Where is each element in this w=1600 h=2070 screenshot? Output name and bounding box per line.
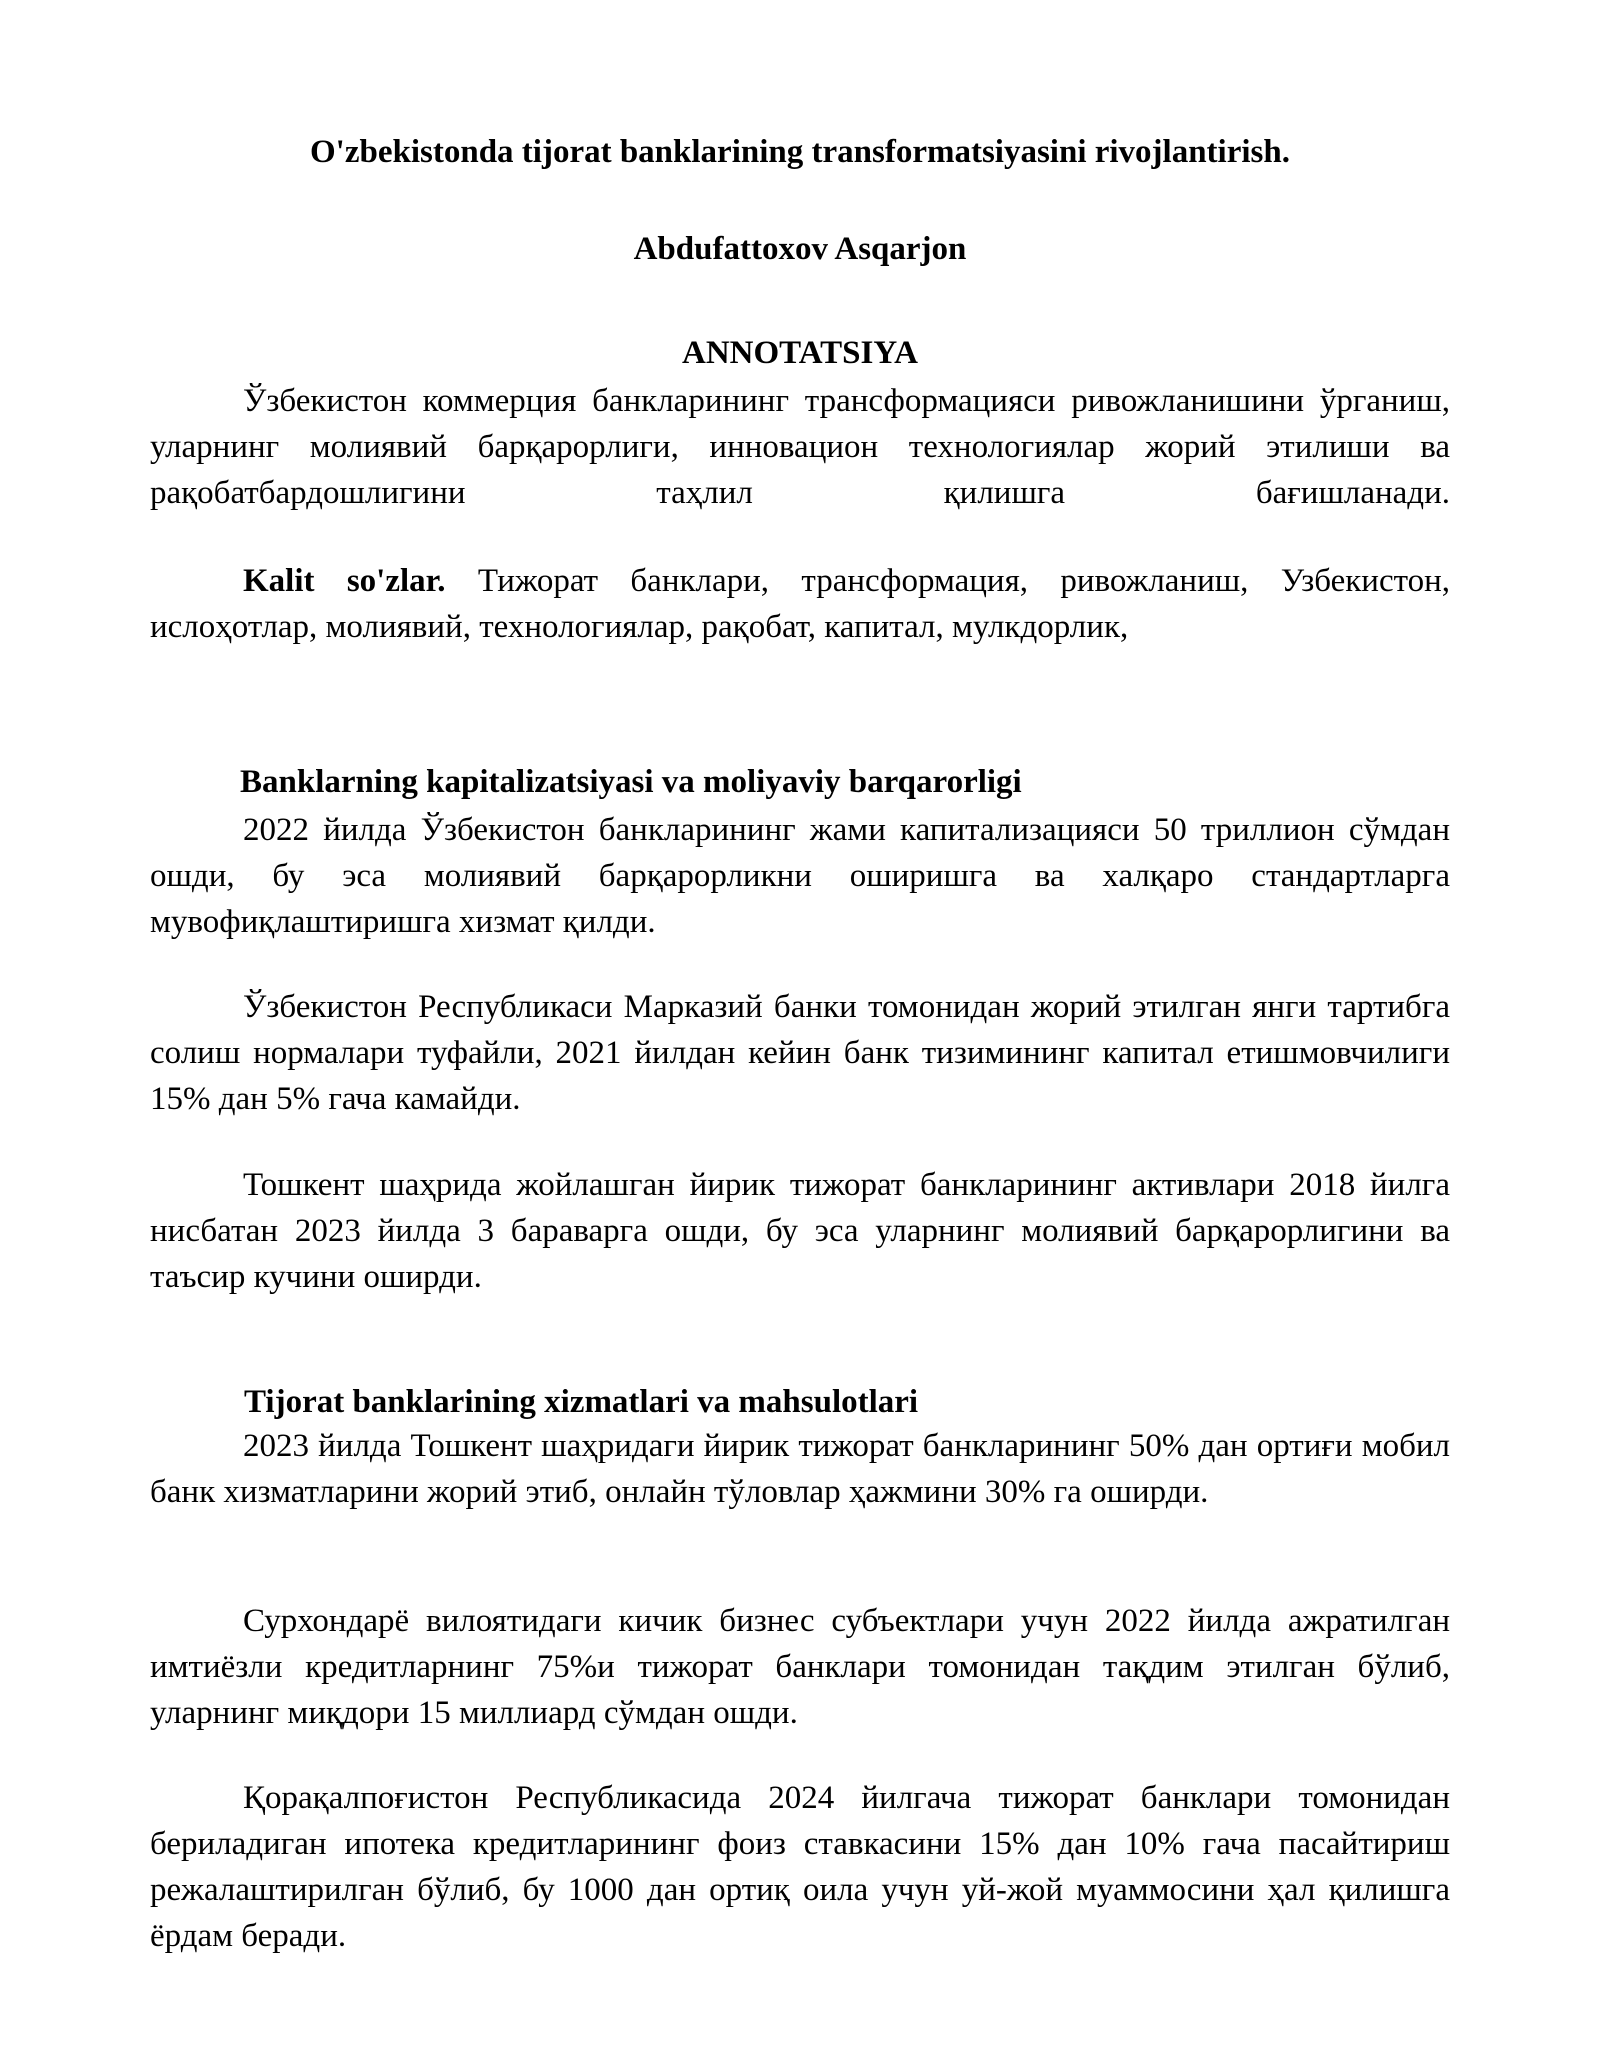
author-name: Abdufattoxov Asqarjon [633, 231, 967, 267]
section1-paragraph: Ўзбекистон Республикаси Марказий банки томонидан жорий этилган янги тартибга солиш нормалари туфайли, 2021 йилдан кейин банк тизимининг капитал етишмовчилиги 15% дан 5% гача камайди. [150, 989, 1450, 1117]
annotation-heading: ANNOTATSIYA [682, 335, 918, 371]
keywords-text: Тижорат банклари, трансформация, ривожланиш, Узбекистон, ислоҳотлар, молиявий, технологиялар, рақобат, капитал, мулкдорлик, [150, 563, 1450, 645]
section1-paragraph: 2022 йилда Ўзбекистон банкларининг жами капитализацияси 50 триллион сўмдан ошди, бу эса молиявий барқарорликни оширишга ва халқаро стандартларга мувофиқлаштиришга хизмат қилди. [150, 812, 1450, 940]
section2-paragraph: 2023 йилда Тошкент шаҳридаги йирик тижорат банкларининг 50% дан ортиғи мобил банк хизматларини жорий этиб, онлайн тўловлар ҳажмини 30% га оширди. [150, 1428, 1450, 1510]
keywords-paragraph [150, 558, 1450, 650]
section2-heading: Tijorat banklarining xizmatlari va mahsulotlari [244, 1384, 919, 1420]
section2-paragraph: Сурхондарё вилоятидаги кичик бизнес субъектлари учун 2022 йилда ажратилган имтиёзли кредитларнинг 75%и тижорат банклари томонидан тақдим этилган бўлиб, уларнинг миқдори 15 миллиард сўмдан ошди. [150, 1603, 1450, 1731]
document-title: O'zbekistonda tijorat banklarining transformatsiyasini rivojlantirish. [310, 134, 1290, 170]
section2-paragraph: Қорақалпоғистон Республикасида 2024 йилгача тижорат банклари томонидан бериладиган ипотека кредитларининг фоиз ставкасини 15% дан 10% гача пасайтириш режалаштирилган бўлиб, бу 1000 дан ортиқ оила учун уй-жой муаммосини ҳал қилишга ёрдам беради. [150, 1780, 1450, 1954]
keywords-label: Kalit so'zlar. [243, 563, 446, 599]
section1-paragraph: Тошкент шаҳрида жойлашган йирик тижорат банкларининг активлари 2018 йилга нисбатан 2023 йилда 3 бараварга ошди, бу эса уларнинг молиявий барқарорлигини ва таъсир кучини оширди. [150, 1167, 1450, 1295]
section1-heading: Banklarning kapitalizatsiyasi va moliyaviy barqarorligi [240, 764, 1022, 800]
annotation-text: Ўзбекистон коммерция банкларининг трансформацияси ривожланишини ўрганиш, уларнинг молиявий барқарорлиги, инновацион технологиялар жорий этилиши ва рақобатбардошлигини таҳлил қилишга бағишланади. [150, 383, 1450, 511]
